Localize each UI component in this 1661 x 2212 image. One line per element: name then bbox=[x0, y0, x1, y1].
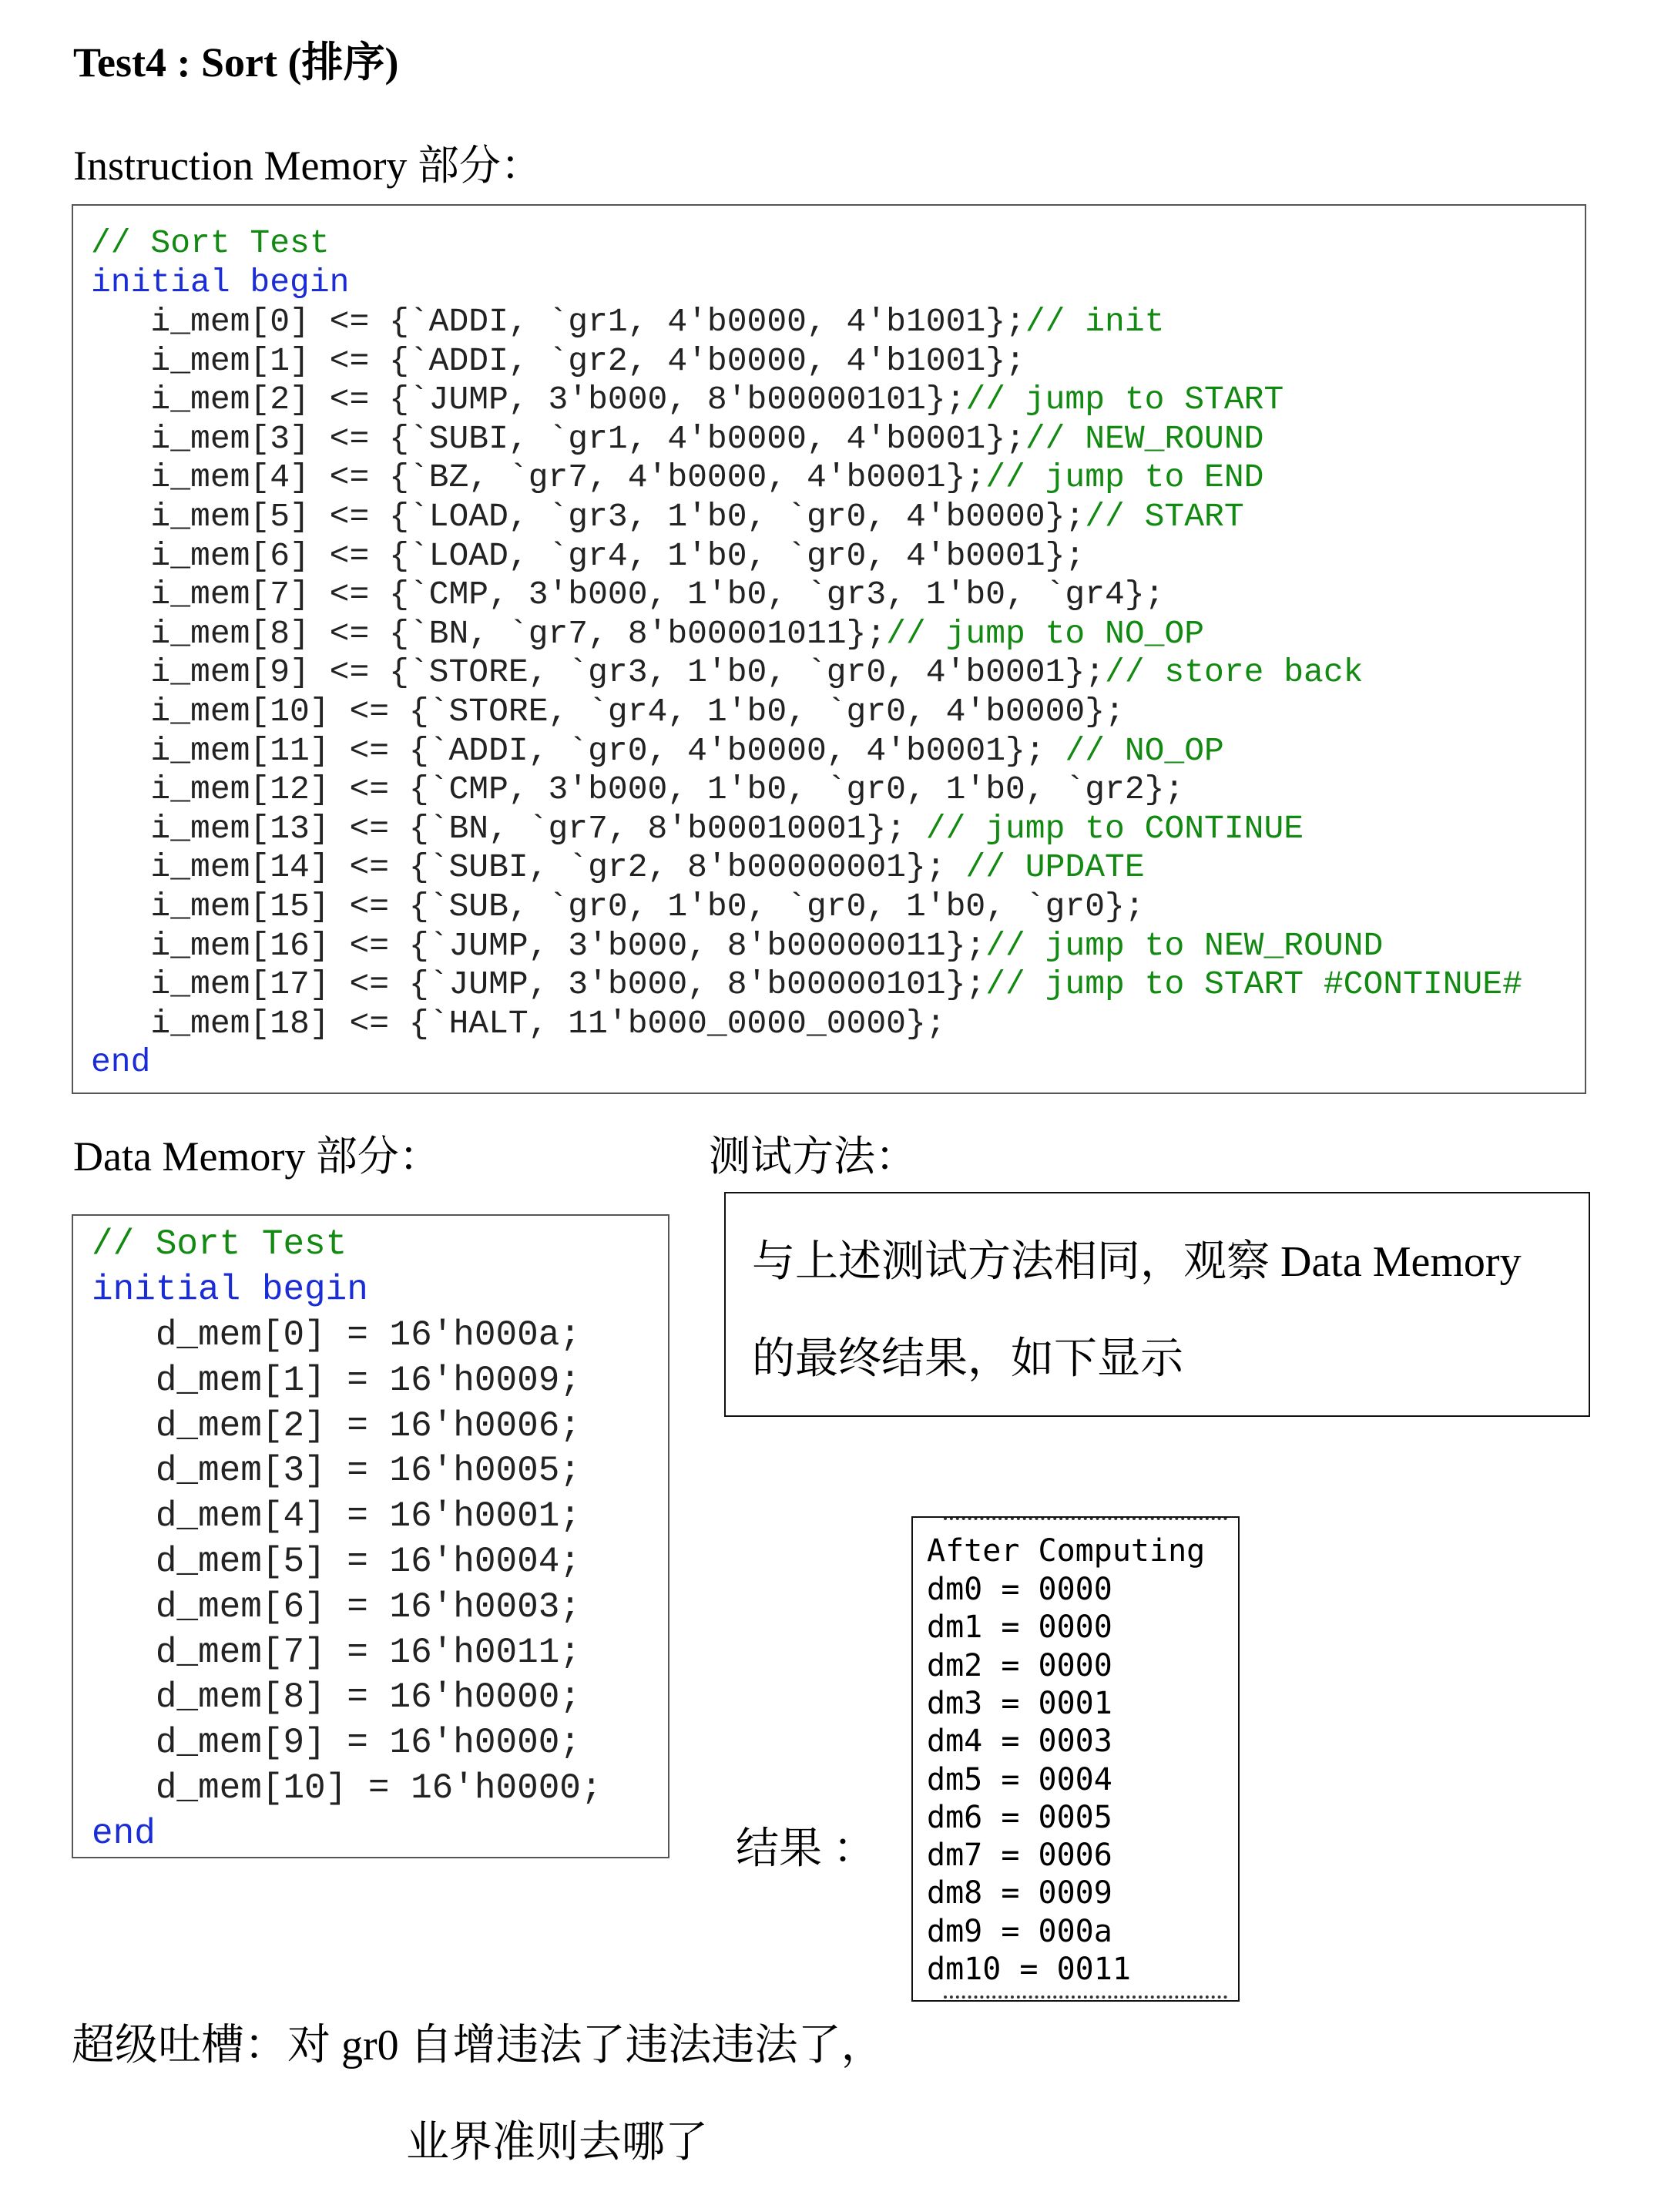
result-line: dm2 = 0000 bbox=[927, 1647, 1112, 1683]
imem-code-line bbox=[91, 809, 1304, 848]
code-text: i_mem[8] <= {`BN, `gr7, 8'b00001011}; bbox=[91, 614, 887, 653]
result-line: dm6 = 0005 bbox=[927, 1799, 1112, 1835]
imem-code-line bbox=[91, 380, 1284, 419]
data-memory-code-block bbox=[72, 1214, 669, 1858]
code-comment: // store back bbox=[1105, 653, 1364, 692]
imem-code-line bbox=[91, 731, 1224, 770]
code-text: i_mem[16] <= {`JUMP, 3'b000, 8'b00000011}; bbox=[91, 926, 986, 965]
result-label: 结果 ： bbox=[736, 1825, 876, 1873]
code-text: i_mem[13] <= {`BN, `gr7, 8'b00010001}; bbox=[91, 809, 926, 848]
code-comment: // jump to NEW_ROUND bbox=[985, 926, 1384, 965]
code-text: i_mem[14] <= {`SUBI, `gr2, 8'b00000001}; bbox=[91, 848, 966, 887]
dmem-code-line: d_mem[8] = 16'h0000; bbox=[92, 1677, 581, 1718]
code-comment: // START bbox=[1085, 498, 1244, 535]
code-text: i_mem[0] <= {`ADDI, `gr1, 4'b0000, 4'b1001}; bbox=[91, 303, 1025, 341]
code-text: i_mem[5] <= {`LOAD, `gr3, 1'b0, `gr0, 4'b0000}; bbox=[91, 498, 1086, 535]
dmem-code-line: d_mem[0] = 16'h000a; bbox=[92, 1315, 581, 1355]
code-text: i_mem[10] <= {`STORE, `gr4, 1'b0, `gr0, 4'b0000}; bbox=[91, 693, 1125, 730]
code-comment: // Sort Test bbox=[91, 224, 330, 262]
code-initial-begin: initial begin bbox=[92, 1270, 368, 1310]
code-comment: // NEW_ROUND bbox=[1025, 419, 1264, 458]
result-console-screenshot bbox=[911, 1516, 1240, 2002]
code-text: i_mem[3] <= {`SUBI, `gr1, 4'b0000, 4'b0001}; bbox=[91, 419, 1025, 458]
imem-code-line bbox=[91, 848, 1145, 887]
result-line: dm1 = 0000 bbox=[927, 1609, 1112, 1646]
code-text: i_mem[11] <= {`ADDI, `gr0, 4'b0000, 4'b0001}; bbox=[91, 731, 1065, 770]
code-text: i_mem[17] <= {`JUMP, 3'b000, 8'b00000101}; bbox=[91, 965, 986, 1004]
imem-code-line bbox=[91, 926, 1383, 965]
imem-code-line bbox=[91, 536, 1085, 576]
dmem-code-line: d_mem[7] = 16'h0011; bbox=[92, 1632, 581, 1673]
dmem-code-line: d_mem[10] = 16'h0000; bbox=[92, 1768, 602, 1808]
code-comment: // jump to END bbox=[985, 458, 1264, 497]
data-memory-heading: Data Memory 部分： bbox=[73, 1133, 441, 1180]
result-line: dm9 = 000a bbox=[927, 1913, 1112, 1949]
code-text: i_mem[2] <= {`JUMP, 3'b000, 8'b00000101}; bbox=[91, 381, 966, 419]
code-comment: // NO_OP bbox=[1065, 731, 1224, 770]
test-method-line-2: 的最终结果，如下显示 bbox=[752, 1335, 1183, 1383]
code-comment: // jump to START bbox=[965, 381, 1284, 419]
dmem-code-line: d_mem[2] = 16'h0006; bbox=[92, 1405, 581, 1446]
page-title: Test4 : Sort (排序) bbox=[73, 39, 399, 86]
imem-code-line bbox=[91, 341, 1025, 381]
imem-code-line bbox=[91, 692, 1125, 731]
code-comment: // jump to CONTINUE bbox=[925, 809, 1304, 848]
code-initial-begin: initial begin bbox=[91, 263, 350, 301]
imem-code-line bbox=[91, 653, 1363, 692]
bottom-divider bbox=[944, 1995, 1227, 1999]
imem-code-line bbox=[91, 575, 1164, 614]
instruction-memory-code-block bbox=[72, 204, 1586, 1094]
code-comment: // Sort Test bbox=[92, 1224, 347, 1264]
imem-code-line bbox=[91, 497, 1244, 536]
imem-code-line bbox=[91, 770, 1184, 809]
code-text: i_mem[4] <= {`BZ, `gr7, 4'b0000, 4'b0001}; bbox=[91, 458, 986, 497]
dmem-code-line: d_mem[1] = 16'h0009; bbox=[92, 1360, 581, 1401]
imem-code-line bbox=[91, 614, 1204, 653]
code-comment: // jump to START #CONTINUE# bbox=[985, 965, 1522, 1004]
dmem-code-line: d_mem[4] = 16'h0001; bbox=[92, 1496, 581, 1537]
imem-code-line bbox=[91, 302, 1164, 341]
code-text: i_mem[18] <= {`HALT, 11'b000_0000_0000}; bbox=[91, 1004, 946, 1042]
rant-line-1: 超级吐槽：对 gr0 自增违法了违法违法了， bbox=[72, 2022, 884, 2069]
code-text: i_mem[7] <= {`CMP, 3'b000, 1'b0, `gr3, 1'b0, `gr4}; bbox=[91, 576, 1165, 614]
test-method-note-box bbox=[724, 1192, 1590, 1417]
code-comment: // jump to NO_OP bbox=[886, 614, 1205, 653]
code-text: i_mem[1] <= {`ADDI, `gr2, 4'b0000, 4'b1001}; bbox=[91, 341, 1025, 380]
dmem-code-line: d_mem[6] = 16'h0003; bbox=[92, 1586, 581, 1627]
imem-code-line bbox=[91, 965, 1522, 1004]
result-line: dm10 = 0011 bbox=[927, 1952, 1131, 1987]
code-text: i_mem[12] <= {`CMP, 3'b000, 1'b0, `gr0, 1'b0, `gr2}; bbox=[91, 770, 1185, 809]
rant-line-2: 业界准则去哪了 bbox=[406, 2119, 708, 2167]
code-comment: // init bbox=[1025, 303, 1165, 341]
dmem-code-line: d_mem[5] = 16'h0004; bbox=[92, 1542, 581, 1582]
code-end: end bbox=[92, 1813, 156, 1854]
test-method-line-1: 与上述测试方法相同，观察 Data Memory bbox=[752, 1238, 1522, 1286]
dmem-code-line: d_mem[9] = 16'h0000; bbox=[92, 1723, 581, 1764]
code-comment: // UPDATE bbox=[965, 848, 1145, 887]
code-text: i_mem[9] <= {`STORE, `gr3, 1'b0, `gr0, 4'b0001}; bbox=[91, 653, 1106, 692]
code-end: end bbox=[91, 1043, 151, 1082]
instruction-memory-heading: Instruction Memory 部分： bbox=[73, 143, 542, 189]
imem-code-line bbox=[91, 458, 1263, 497]
result-line: dm5 = 0004 bbox=[927, 1761, 1112, 1797]
result-line: dm8 = 0009 bbox=[927, 1875, 1112, 1912]
imem-code-line bbox=[91, 1004, 946, 1043]
result-line: dm7 = 0006 bbox=[927, 1838, 1112, 1874]
top-divider bbox=[944, 1517, 1227, 1520]
test-method-heading: 测试方法： bbox=[709, 1133, 917, 1180]
dmem-code-line: d_mem[3] = 16'h0005; bbox=[92, 1451, 581, 1492]
imem-code-line bbox=[91, 887, 1145, 926]
code-text: i_mem[6] <= {`LOAD, `gr4, 1'b0, `gr0, 4'b0001}; bbox=[91, 536, 1086, 575]
code-text: i_mem[15] <= {`SUB, `gr0, 1'b0, `gr0, 1'b0, `gr0}; bbox=[91, 888, 1145, 925]
imem-code-line bbox=[91, 419, 1263, 458]
result-line: dm0 = 0000 bbox=[927, 1572, 1112, 1607]
result-line: dm3 = 0001 bbox=[927, 1685, 1112, 1721]
result-title: After Computing bbox=[927, 1533, 1206, 1569]
result-line: dm4 = 0003 bbox=[927, 1724, 1112, 1760]
